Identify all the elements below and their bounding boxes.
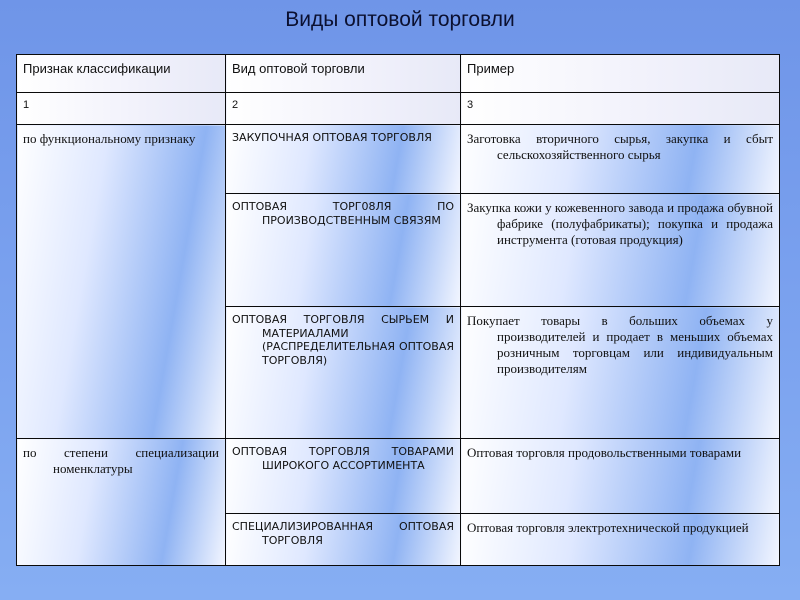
- example-text: Оптовая торговля электротехнической продукцией: [467, 520, 749, 535]
- column-number-1: 1: [17, 93, 226, 125]
- wholesale-type-cell: [226, 307, 461, 439]
- example-cell: [461, 194, 780, 307]
- table-row: [17, 439, 780, 514]
- example-cell: [461, 307, 780, 439]
- table-row: [17, 125, 780, 194]
- criterion-cell: [17, 125, 226, 439]
- wholesale-type-text: ОПТОВАЯ ТОРГ08ЛЯ ПО ПРОИЗВОДСТВЕННЫМ СВЯЗЯМ: [232, 200, 454, 227]
- example-text: Закупка кожи у кожевенного завода и продажа обувной фабрике (полуфабрикаты); покупка и продажа инструмента (готовая продукция): [467, 200, 773, 247]
- criterion-text: по функциональному признаку: [23, 131, 196, 146]
- wholesale-types-table: [16, 54, 780, 566]
- wholesale-type-text: ЗАКУПОЧНАЯ ОПТОВАЯ ТОРГОВЛЯ: [232, 131, 432, 144]
- wholesale-type-cell: [226, 514, 461, 566]
- slide-title: Виды оптовой торговли: [285, 8, 515, 31]
- example-text: Оптовая торговля продовольственными товарами: [467, 445, 742, 460]
- column-number-2: 2: [226, 93, 461, 125]
- wholesale-type-text: ОПТОВАЯ ТОРГОВЛЯ СЫРЬЕМ И МАТЕРИАЛАМИ (РАСПРЕДЕЛИТЕЛЬНАЯ ОПТОВАЯ ТОРГОВЛЯ): [232, 313, 454, 367]
- wholesale-type-text: СПЕЦИАЛИЗИРОВАННАЯ ОПТОВАЯ ТОРГОВЛЯ: [232, 520, 454, 547]
- criterion-text: по степени специализации номенклатуры: [23, 445, 219, 476]
- wholesale-type-cell: [226, 439, 461, 514]
- example-text: Заготовка вторичного сырья, закупка и сбыт сельскохозяйственного сырья: [467, 131, 773, 162]
- wholesale-type-cell: [226, 194, 461, 307]
- criterion-cell: [17, 439, 226, 566]
- column-number-3: 3: [461, 93, 780, 125]
- header-row: [17, 55, 780, 93]
- wholesale-type-cell: [226, 125, 461, 194]
- header-type: Вид оптовой торговли: [226, 55, 461, 93]
- example-cell: [461, 439, 780, 514]
- wholesale-type-text: ОПТОВАЯ ТОРГОВЛЯ ТОВАРАМИ ШИРОКОГО АССОРТИМЕНТА: [232, 445, 454, 472]
- example-cell: [461, 125, 780, 194]
- example-cell: [461, 514, 780, 566]
- example-text: Покупает товары в больших объемах у производителей и продает в меньших объемах розничным торговцам или индивидуальным производителям: [467, 313, 773, 376]
- header-example: Пример: [461, 55, 780, 93]
- header-criterion: Признак классификации: [17, 55, 226, 93]
- number-row: [17, 93, 780, 125]
